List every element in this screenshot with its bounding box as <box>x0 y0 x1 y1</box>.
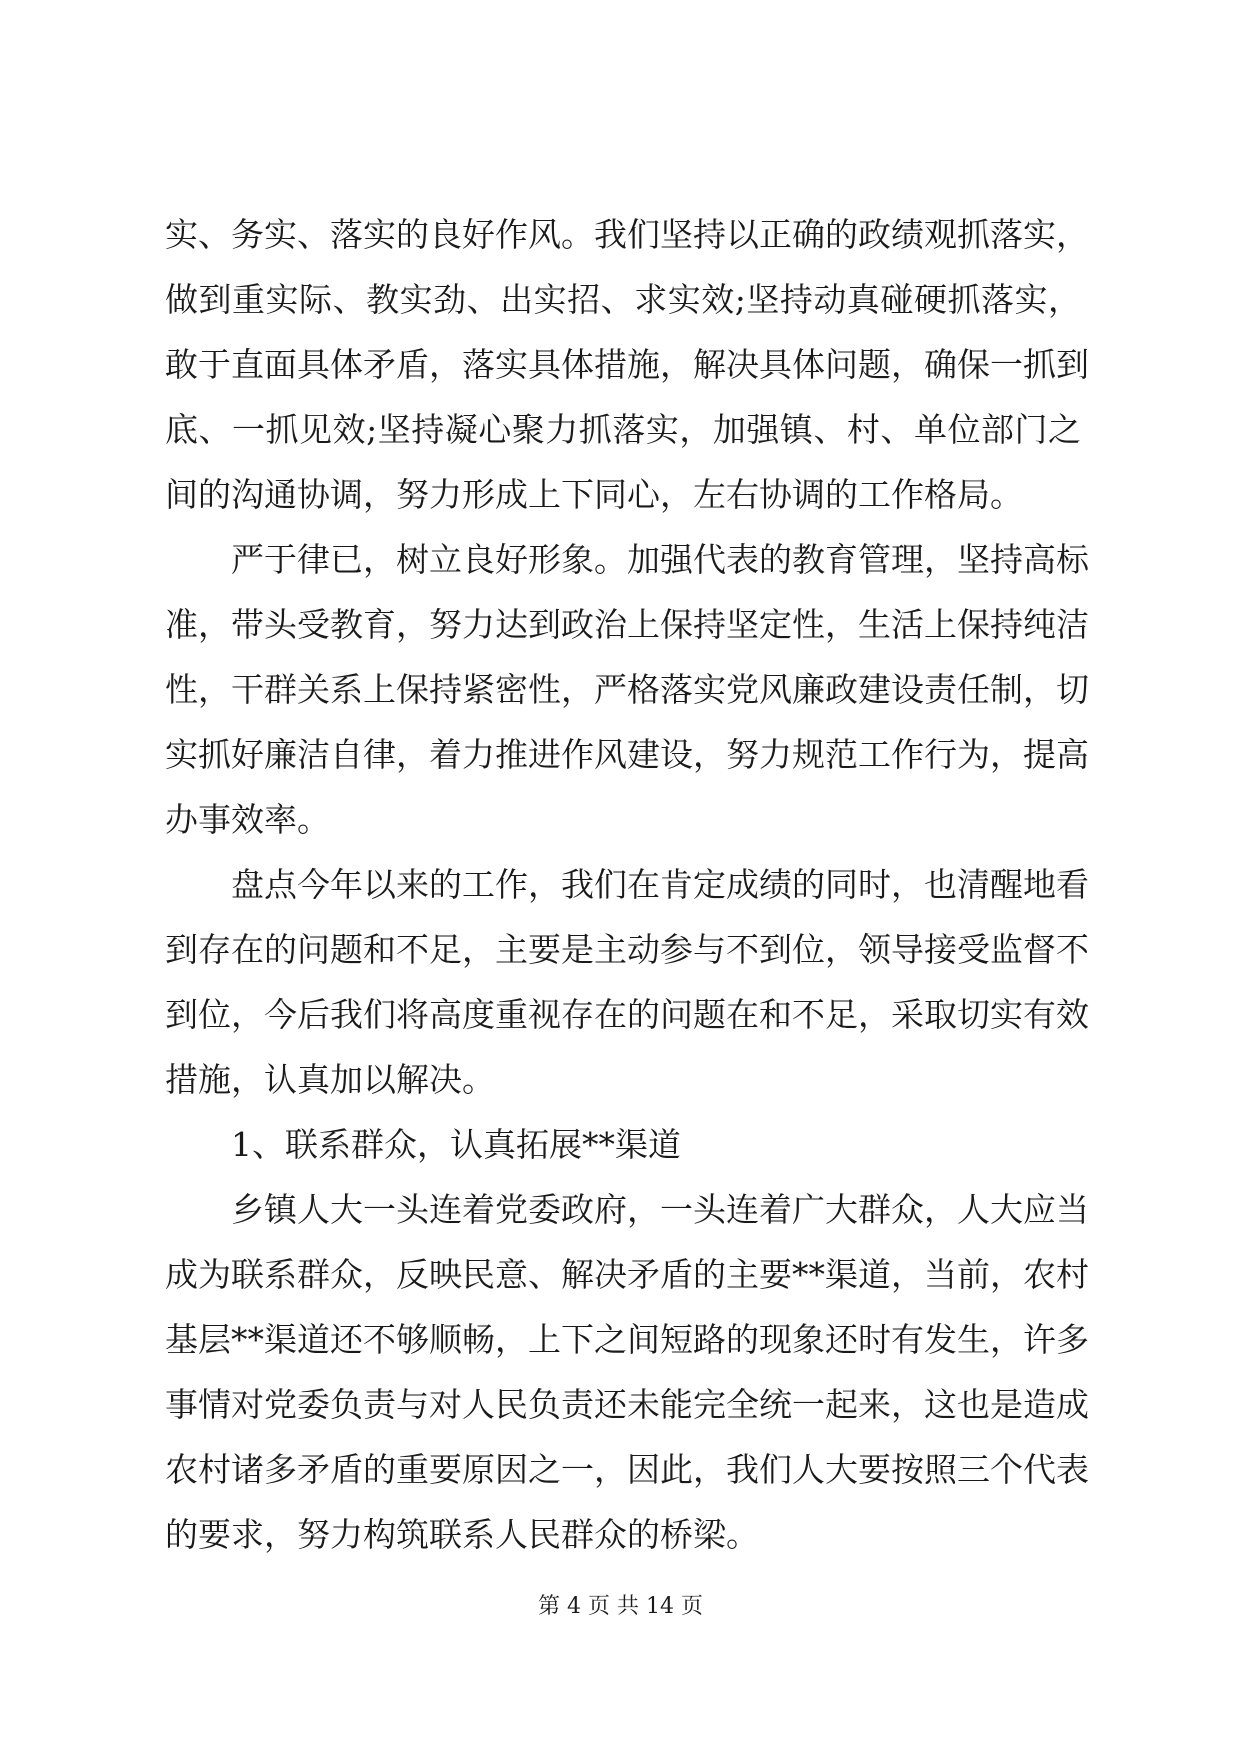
text-line: 的要求，努力构筑联系人民群众的桥梁。 <box>165 1515 759 1554</box>
text-line: 性，干群关系上保持紧密性，严格落实党风廉政建设责任制，切 <box>165 670 1089 709</box>
text-line: 措施，认真加以解决。 <box>165 1060 495 1099</box>
text-line: 敢于直面具体矛盾，落实具体措施，解决具体问题，确保一抓到 <box>165 345 1089 384</box>
text-line: 准，带头受教育，努力达到政治上保持坚定性，生活上保持纯洁 <box>165 605 1089 644</box>
text-line: 到存在的问题和不足，主要是主动参与不到位，领导接受监督不 <box>165 930 1089 969</box>
text-line: 实、务实、落实的良好作风。我们坚持以正确的政绩观抓落实， <box>165 215 1089 254</box>
text-line: 到位，今后我们将高度重视存在的问题在和不足，采取切实有效 <box>165 995 1089 1034</box>
text-line: 实抓好廉洁自律，着力推进作风建设，努力规范工作行为，提高 <box>165 735 1089 774</box>
text-line: 盘点今年以来的工作，我们在肯定成绩的同时，也清醒地看 <box>231 865 1089 904</box>
text-line: 基层**渠道还不够顺畅，上下之间短路的现象还时有发生，许多 <box>165 1320 1089 1359</box>
page-number-footer: 第 4 页 共 14 页 <box>538 1594 703 1619</box>
text-line: 成为联系群众，反映民意、解决矛盾的主要**渠道，当前，农村 <box>165 1255 1089 1294</box>
text-line: 1、联系群众，认真拓展**渠道 <box>231 1125 681 1164</box>
text-line: 底、一抓见效;坚持凝心聚力抓落实，加强镇、村、单位部门之 <box>165 410 1081 449</box>
text-line: 办事效率。 <box>165 800 330 839</box>
text-line: 事情对党委负责与对人民负责还未能完全统一起来，这也是造成 <box>165 1385 1089 1424</box>
text-line: 乡镇人大一头连着党委政府，一头连着广大群众，人大应当 <box>231 1190 1089 1229</box>
text-line: 间的沟通协调，努力形成上下同心，左右协调的工作格局。 <box>165 475 1023 514</box>
text-line: 农村诸多矛盾的重要原因之一，因此，我们人大要按照三个代表 <box>165 1450 1089 1489</box>
text-line: 严于律已，树立良好形象。加强代表的教育管理，坚持高标 <box>231 540 1089 579</box>
document-body <box>165 202 1089 1567</box>
text-line: 做到重实际、教实劲、出实招、求实效;坚持动真碰硬抓落实， <box>165 280 1081 319</box>
